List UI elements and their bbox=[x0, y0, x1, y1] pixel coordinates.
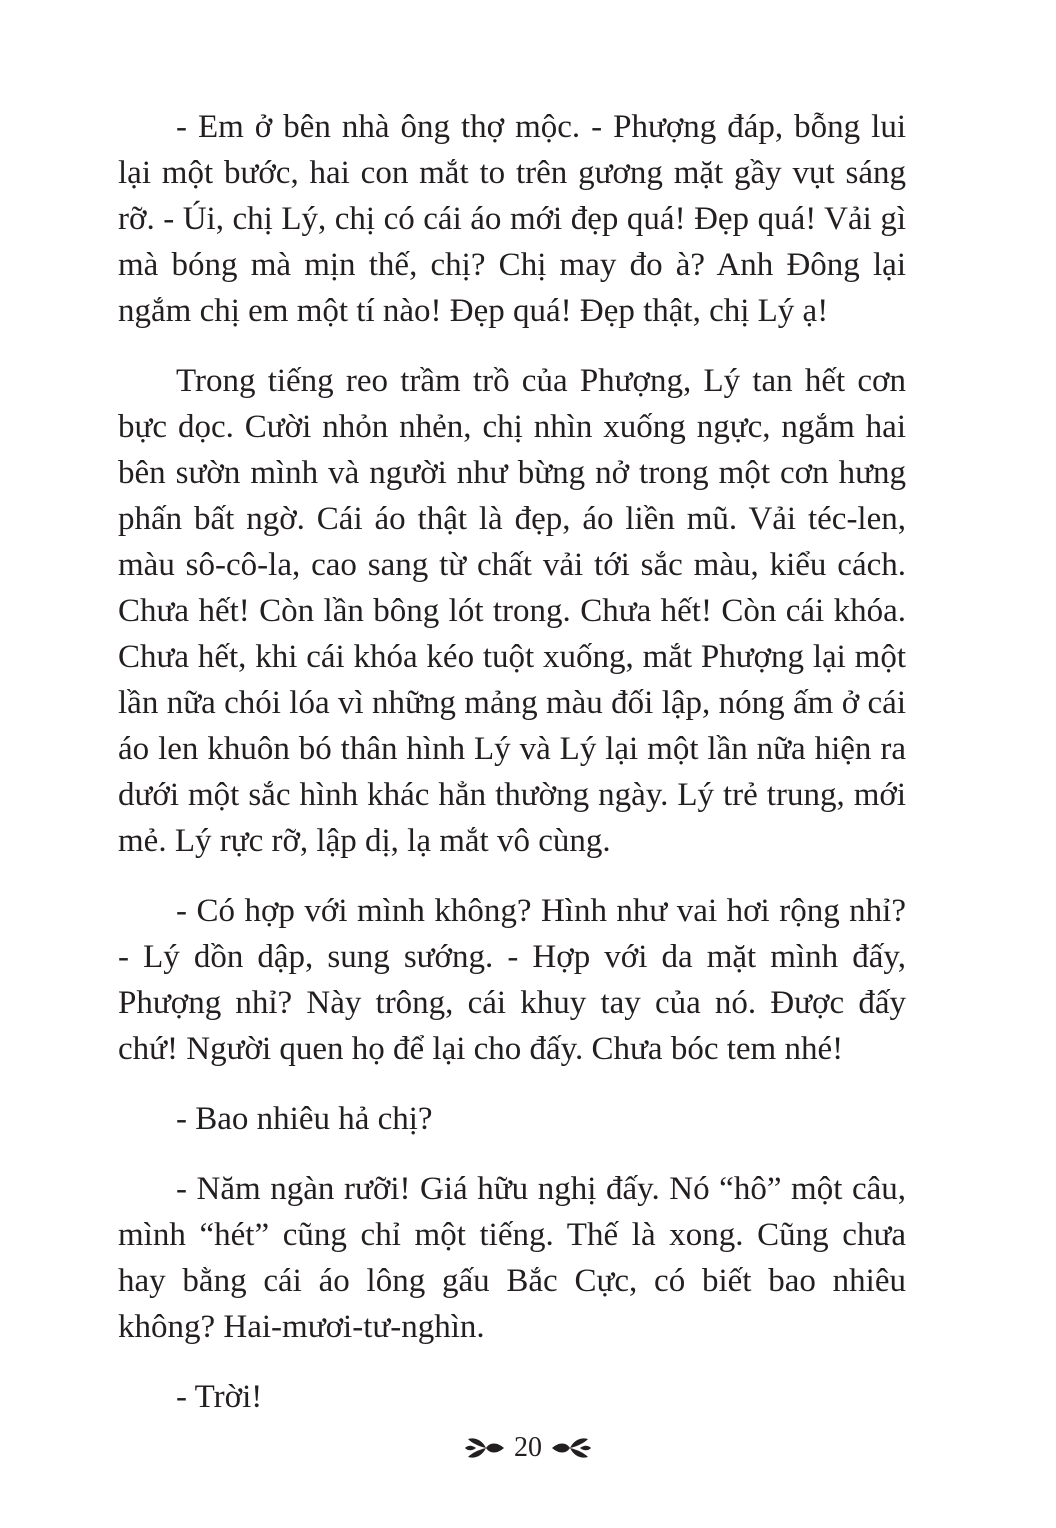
paragraph: - Em ở bên nhà ông thợ mộc. - Phượng đáp, bỗng lui lại một bước, hai con mắt to trên gương mặt gầy vụt sáng rỡ. - Úi, chị Lý, chị có cái áo mới đẹp quá! Đẹp quá! Vải gì mà bóng mà mịn thế, chị? Chị may đo à? Anh Đông lại ngắm chị em một tí nào! Đẹp quá! Đẹp thật, chị Lý ạ! bbox=[118, 109, 906, 329]
paragraph: - Bao nhiêu hả chị? bbox=[176, 1101, 433, 1137]
paragraph: - Có hợp với mình không? Hình như vai hơi rộng nhỉ? - Lý dồn dập, sung sướng. - Hợp với da mặt mình đấy, Phượng nhỉ? Này trông, cái khuy tay của nó. Được đấy chứ! Người quen họ để lại cho đấy. Chưa bóc tem nhé! bbox=[118, 893, 906, 1067]
paragraph: - Năm ngàn rưỡi! Giá hữu nghị đấy. Nó “hô” một câu, mình “hét” cũng chỉ một tiếng. Thế là xong. Cũng chưa hay bằng cái áo lông gấu Bắc Cực, có biết bao nhiêu không? Hai-mươi-tư-nghìn. bbox=[118, 1171, 906, 1345]
page-number: 20 bbox=[514, 1432, 542, 1463]
leaf-ornament-icon bbox=[464, 1434, 506, 1462]
paragraph: Trong tiếng reo trầm trồ của Phượng, Lý tan hết cơn bực dọc. Cười nhỏn nhẻn, chị nhìn xuống ngực, ngắm hai bên sườn mình và người như bừng nở trong một cơn hưng phấn bất ngờ. Cái áo thật là đẹp, áo liền mũ. Vải téc-len, màu sô-cô-la, cao sang từ chất vải tới sắc màu, kiểu cách. Chưa hết! Còn lần bông lót trong. Chưa hết! Còn cái khóa. Chưa hết, khi cái khóa kéo tuột xuống, mắt Phượng lại một lần nữa chói lóa vì những mảng màu đối lập, nóng ấm ở cái áo len khuôn bó thân hình Lý và Lý lại một lần nữa hiện ra dưới một sắc hình khác hẳn thường ngày. Lý trẻ trung, mới mẻ. Lý rực rỡ, lập dị, lạ mắt vô cùng. bbox=[118, 363, 906, 859]
paragraph: - Trời! bbox=[176, 1379, 263, 1415]
leaf-ornament-icon bbox=[550, 1434, 592, 1462]
page-footer bbox=[0, 1428, 1056, 1468]
body-text bbox=[118, 104, 906, 1420]
